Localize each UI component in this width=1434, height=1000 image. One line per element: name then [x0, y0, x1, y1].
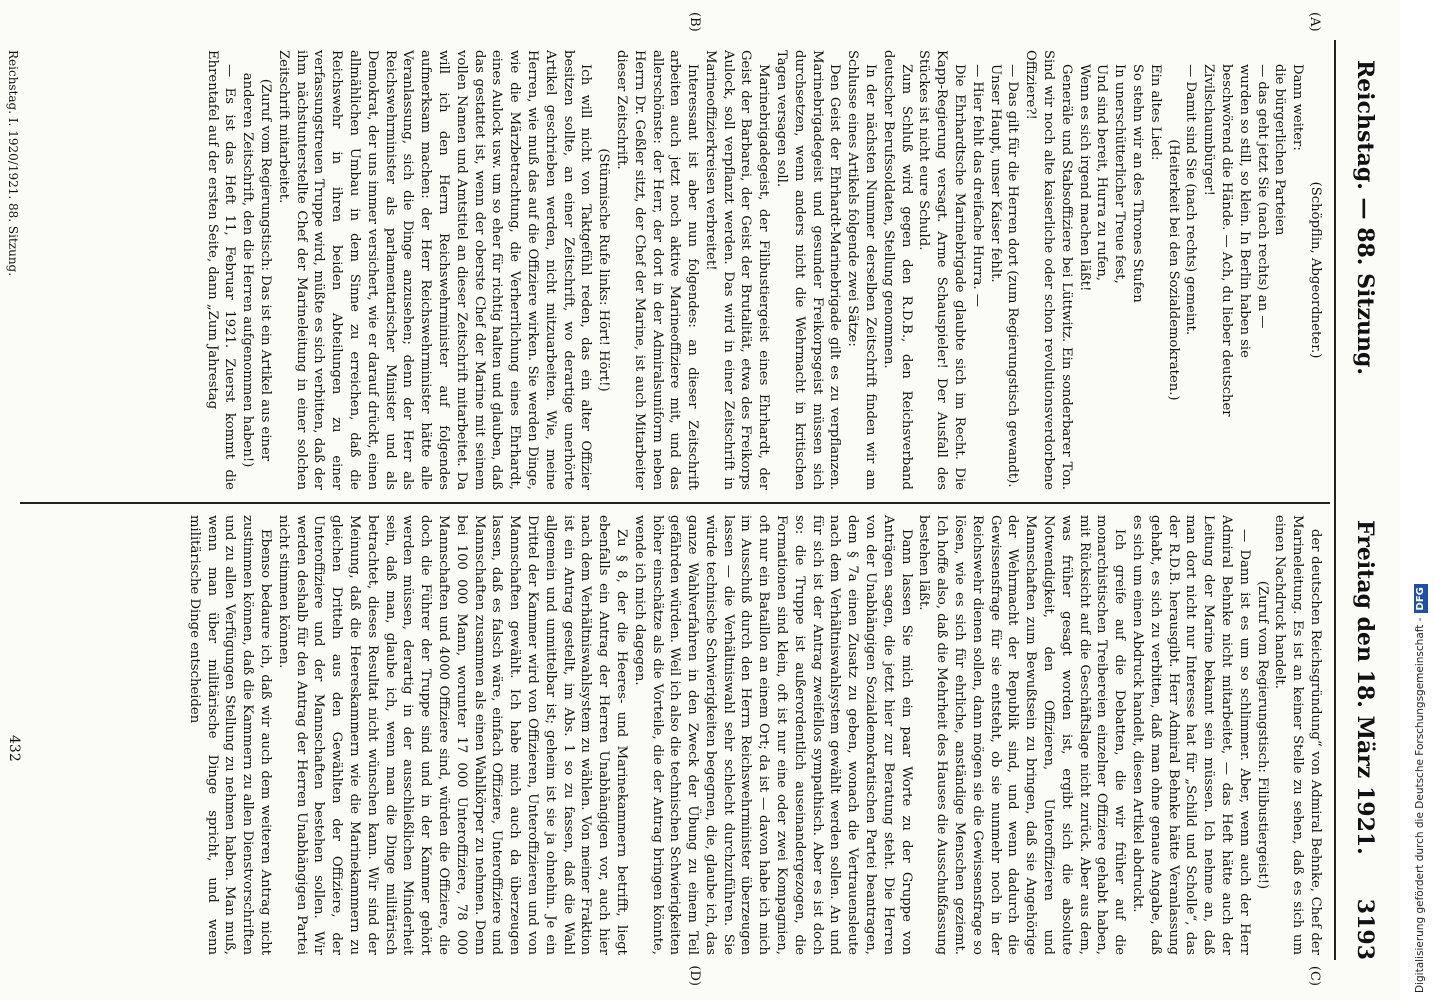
paragraph: Ich will nicht von Taktgefühl reden, das ein alter Offizier besitzen sollte, an einer Zeitschrift, wo derartige unerhörte Artikel geschrieben werden, nicht mitzuarbeiten. Wie, meine Herren, wie muß das auf die Offiziere wirken. Sie werden Dinge, wie die Märzbetrachtung, die Verherrlichung eines Ehrhardt, eines Aulock usw. um so eher für richtig halten und glauben, daß das gestattet ist, wenn der oberste Chef der Marine mit seinem vollen Namen und Amtstitel an dieser Zeitschrift mitarbeitet. Da will ich den Herrn Reichswehrminister auf folgendes aufmerksam machen: der Herr Reichswehrminister hätte alle Veranlassung, sich die Dinge anzusehen; denn der Herr als Reichswehrminister als parlamentarischer Minister und als Demokrat, der uns immer versichert, wie er darauf drückt, einen allmählichen Umbau in dem Sinne zu erreichen, daß die Reichswehr in ihren beiden Abteilungen zu einer verfassungstreuen Truppe wird, müßte es sich verbitten, daß der ihm nächstunterstellte Chef der Marineleitung in einer solchen Zeitschrift mitarbeitet. [275, 50, 594, 490]
paragraph: Unser Haupt, unser Kaiser fehlt. [987, 64, 1003, 283]
column-divider [20, 502, 1330, 504]
right-text-column [34, 515, 1324, 955]
paragraph: Ebenso bedaure ich, daß wir auch dem weiteren Antrag nicht zustimmen können, daß die Kammern zu allen Dienstvorschriften und zu allen Verfügungen Stellung zu nehmen haben. Man muß, wenn man über militärische Dinge spricht, und wenn militärische Dinge entscheiden [186, 515, 273, 955]
paragraph: (Stürmische Rufe links: Hört! Hört!) [596, 148, 612, 392]
dfg-logo: DFG [1414, 584, 1428, 613]
paragraph: Dann weiter: [1290, 64, 1306, 151]
paragraph: der deutschen Reichsgründung“ von Admiral Behnke, Chef der Marineleitung. Es ist an keiner Stelle zu sehen, daß es sich um einen Nachdruck handelt. [1272, 515, 1323, 955]
paragraph: (Zuruf vom Regierungstisch: Filibustiergeist!) [1254, 580, 1270, 890]
dfg-credit-strip [1409, 8, 1431, 993]
paragraph: In unerschütterlicher Treue fest, [1112, 64, 1128, 284]
header-right-title: Freitag den 18. März 1921. [1352, 520, 1378, 855]
left-text-column [34, 50, 1324, 490]
paragraph: Zum Schluß wird gegen den R.D.B., den Reichsverband deutscher Berufssoldaten, Stellung genommen. [880, 50, 914, 490]
paragraph: — Es ist das Heft 11, Februar 1921. Zuerst kommt die Ehrentafel auf der ersten Seite, dann „Zum Jahrestag [204, 50, 238, 490]
header-left-title: Reichstag. — 88. Sitzung. [1352, 60, 1378, 376]
paragraph: Wenn es sich irgend machen läßt! [1076, 64, 1092, 292]
margin-mark-b: (B) [687, 12, 702, 32]
paragraph: Marinebrigadegeist, der Filibustiergeist eines Ehrhardt, der Geist der Barbarei, der Geist der Brutalität, etwa des Freikorps Aulock, soll verpflanzt werden. Das wird in einer Zeitschrift in Marineoffizierkreisen verbreitet! [702, 50, 772, 490]
paragraph: Generäle und Stabsoffiziere bei Lüttwitz. Ein sonderbarer Ton. Sind wir noch alte kaiserliche oder schon revolutionsverdorbene Offiziere?! [1023, 50, 1074, 490]
paragraph: Und sind bereit, Hurra zu rufen, [1094, 64, 1110, 282]
paragraph: — Dann ist es um so schlimmer. Aber, wenn auch der Herr Admiral Behnke nicht mitarbeitet, — das Heft hätte auch der Leitung der Marine bekannt sein müssen. Ich nehme an, daß man dort nicht nur Interesse hat für „Schild und Scholle“, das der R.D.B. herausgibt. Herr Admiral Behnke hätte Veranlassung gehabt, es sich zu verbitten, daß man ohne genaue Angabe, daß es sich um einen Abdruck handelt, diesen Artikel abdruckt. [1130, 515, 1252, 955]
margin-mark-c: (C) [1307, 965, 1322, 986]
paragraph: (Zuruf vom Regierungstisch: Das ist ein Artikel aus einer anderen Zeitschrift, den die Herren aufgenommen haben!) [240, 72, 273, 468]
left-footer: Reichstag. I. 1920/1921. 88. Sitzung. [6, 50, 20, 277]
paragraph: die bürgerlichen Parteien [1272, 64, 1288, 236]
paragraph: Dann lassen Sie mich ein paar Worte zu der Gruppe von Anträgen sagen, die jetzt hier zur Beratung steht. Die Herren von der Unabhängigen Sozialdemokratischen Partei beantragen, dem § 7a einen Zusatz zu geben, wonach die Vertrauensleute nach dem Verhältniswahlsystem gewählt werden sollen. An und für sich ist der Antrag zweifellos sympathisch. Aber es ist doch so: die Truppe ist außerordentlich auseinandergezogen, die Formationen sind klein, oft ist nur eine oder zwei Kompagnien, oft nur ein Bataillon an einem Ort; da ist — davon habe ich mich im Ausschuß durch den Herrn Reichswehrminister überzeugen lassen — die Verhältniswahl sehr schlecht durchzuführen. Sie würde technische Schwierigkeiten begegnen, die, glaube ich, das ganze Wahlverfahren in den Zweck der Übung zu einem Teil gefährden würden. Weil ich also die technischen Schwierigkeiten höher einschätze als die Vorteile, die der Antrag bringen könnte, wende ich mich dagegen. [631, 515, 914, 955]
paragraph: Ich greife auf die Debatten, die wir früher auf die monarchistischen Treibereien einzelner Offiziere gehabt haben, mit Rücksicht auf die Geschäftslage nicht zurück. Aber aus dem, was früher gesagt worden ist, ergibt sich die absolute Notwendigkeit, den Offizieren, Unteroffizieren und Mannschaften zum Bewußtsein zu bringen, daß sie Angehörige der Wehrmacht der Republik sind, und wenn dadurch die Gewissensfrage für sie entsteht, ob sie nunmehr noch in der Reichswehr dienen sollen, dann mögen sie die Gewissensfrage so lösen, wie es sich für ehrliche, anständige Menschen geziemt. Ich hoffe also, daß die Mehrheit des Hauses die Ausschußfassung bestehen läßt. [916, 515, 1128, 955]
right-footer-number: 432 [6, 735, 22, 762]
paragraph: Zivilschaumbürger! [1201, 64, 1217, 196]
paragraph: (Heiterkeit bei den Sozialdemokraten.) [1165, 139, 1181, 401]
paragraph: — das geht jetzt Sie (nach rechts) an — [1254, 64, 1270, 329]
paragraph: wurden so still, so klein. In Berlin haben sie [1236, 64, 1252, 358]
paragraph: Interessant ist aber nun folgendes: an dieser Zeitschrift arbeiten auch jetzt noch aktive Marineoffiziere mit, und das allerschönste: der Herr, der dort in der Admiralsuniform neben Herrn Dr. Geßler sitzt, der Chef der Marine, ist auch Mitarbeiter dieser Zeitschrift. [613, 50, 701, 490]
credit-text: Digitalisierung gefördert durch die Deutsche Forschungsgemeinschaft - [1414, 617, 1426, 993]
header-rule [1334, 40, 1336, 960]
paragraph: (Schöpflin, Abgeordneter.) [1308, 181, 1323, 359]
paragraph: Zu § 8, der die Heeres- und Marinekammern betrifft, liegt ebenfalls ein Antrag der Herren Unabhängigen vor, auch hier nach dem Verhältniswahlsystem zu wählen. Von meiner Fraktion ist ein Antrag gestellt, im Abs. 1 so zu fassen, daß die Wahl allgemein und unmittelbar ist; geheim ist sie ja ohnehin. Je ein Drittel der Kammer wird von Offizieren, Unteroffizieren und von Mannschaften gewählt. Ich habe mich auch da überzeugen lassen, daß es falsch wäre, einfach Offiziere, Unteroffiziere und Mannschaften zusammen als einen Wahlkörper zu nehmen. Denn bei 100 000 Mann, worunter 17 000 Unteroffiziere, 78 000 Mannschaften und 4000 Offiziere sind, würden die Offiziere, die doch die Führer der Truppe sind und in der Kammer gehört werden müssen, derartig in der ausschließlichen Minderheit sein, daß man, glaube ich, wenn man die Dinge militärisch betrachtet, dieses Resultat nicht wünschen kann. Wir sind der Meinung, daß die Heereskammern wie die Marinekammern zu gleichen Dritteln aus den Gewählten der Offiziere, der Unteroffiziere und der Mannschaften bestehen sollen. Wir werden deshalb für den Antrag der Herren Unabhängigen Partei nicht stimmen können. [275, 515, 629, 955]
paragraph: — Damit sind Sie (nach rechts) gemeint. [1183, 64, 1199, 336]
paragraph: beschwörend die Hände. — Ach, du lieber deutscher [1219, 64, 1235, 417]
page-number: 3193 [1352, 898, 1378, 960]
paragraph: So stehn wir an des Thrones Stufen [1130, 64, 1146, 303]
paragraph: Den Geist der Ehrhardt-Marinebrigade gilt es zu verpflanzen. Marinebrigadegeist und gesunder Freikorpsgeist müssen sich durchsetzen, wenn anders nicht die Wehrmacht in kritischen Tagen versagen soll. [774, 50, 843, 490]
paragraph: — Das gilt für die Herren dort (zum Regierungstisch gewandt). [1005, 64, 1021, 488]
margin-mark-a: (A) [1307, 12, 1322, 32]
paragraph: Ein altes Lied: [1147, 64, 1163, 161]
paragraph: Die Ehrhardtsche Marinebrigade glaubte sich im Recht. Die Kapp-Regierung versagt. Arme Schauspieler! Der Ausfall des Stückes ist nicht eure Schuld. [916, 50, 968, 490]
paragraph: — Hier fehlt das dreifache Hurra. — [969, 64, 985, 307]
paragraph: In der nächsten Nummer derselben Zeitschrift finden wir am Schlusse eines Artikels folgende zwei Sätze: [845, 50, 879, 490]
margin-mark-d: (D) [687, 965, 702, 986]
